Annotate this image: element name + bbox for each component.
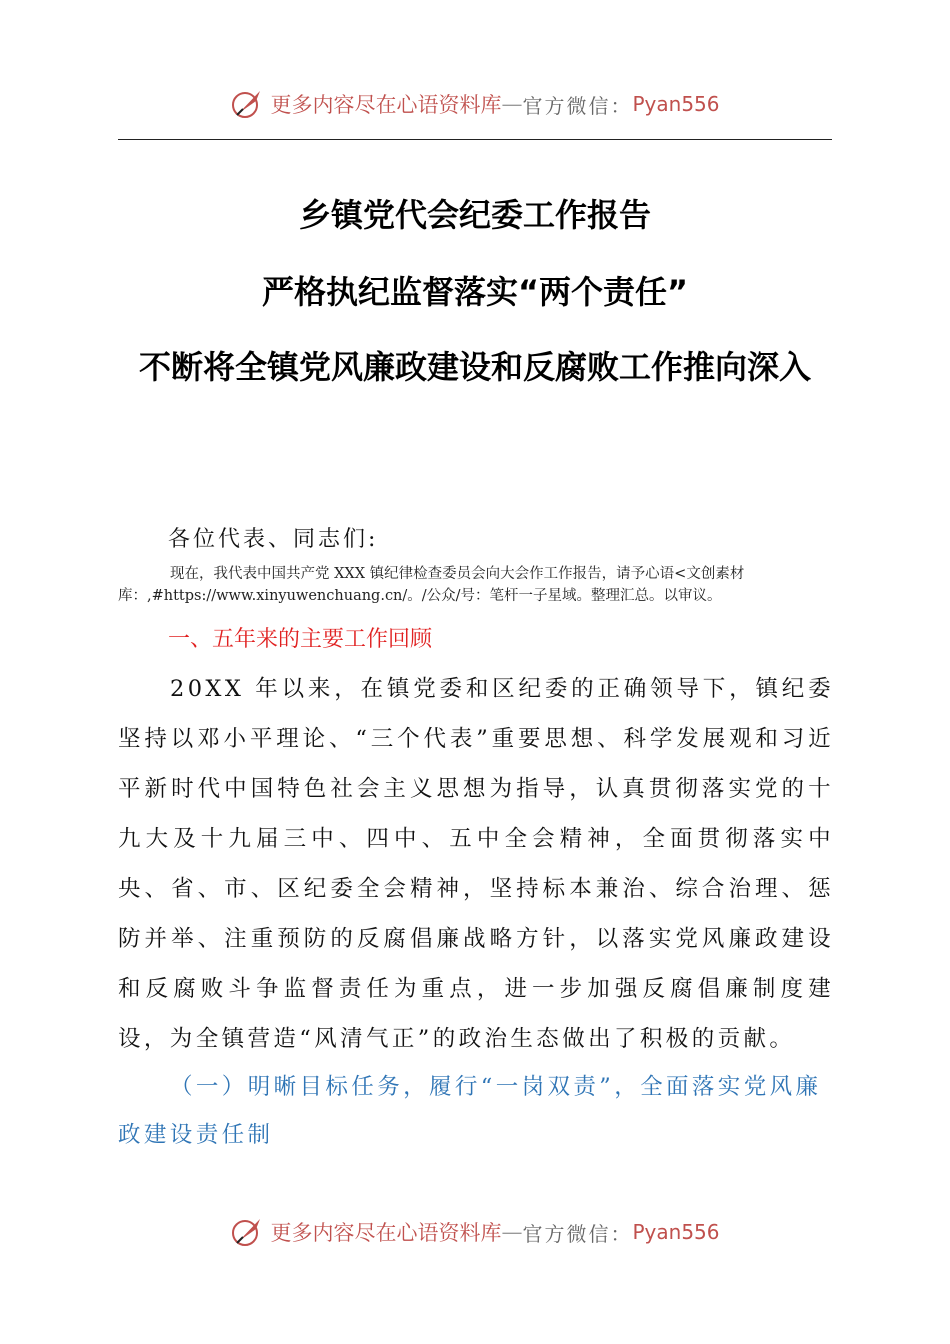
- quill-logo-icon: [230, 87, 264, 121]
- doc-subtitle-2: 不断将全镇党风廉政建设和反腐败工作推向深入: [138, 348, 811, 386]
- brand-text: 更多内容尽在心语资料库: [270, 93, 502, 117]
- subsection-heading: （一）明晰目标任务，履行“一岗双责”，全面落实党风廉政建设责任制: [118, 1074, 822, 1148]
- banner-dash: —: [501, 92, 523, 116]
- section-heading: 一、五年来的主要工作回顾: [168, 627, 433, 652]
- body-paragraph: 20XX 年以来，在镇党委和区纪委的正确领导下，镇纪委坚持以邓小平理论、“三个代表”重要思想、科学发展观和习近平新时代中国特色社会主义思想为指导，认真贯彻落实党的十九大及十九届三中、四中、五中全会精神，全面贯彻落实中央、省、市、区纪委全会精神，坚持标本兼治、综合治理、惩防并举、注重预防的反腐倡廉战略方针，以落实党风廉政建设和反腐败斗争监督责任为重点，进一步加强反腐倡廉制度建设，为全镇营造“风清气正”的政治生态做出了积极的贡献。: [118, 676, 834, 1052]
- footer-watermark: [0, 1212, 950, 1252]
- header-divider: [118, 139, 832, 140]
- wechat-label: 官方微信：: [522, 93, 633, 118]
- intro-paragraph: 现在，我代表中国共产党 XXX 镇纪律检查委员会向大会作工作报告，请予心语<文创素材库：,#https://www.xinyuwenchuang.cn/。/公众/号：笔杆一子星域。整理汇总。以审议。: [118, 566, 745, 604]
- wechat-id: Pyan556: [632, 1220, 720, 1244]
- wechat-id: Pyan556: [632, 92, 720, 116]
- greeting: 各位代表、同志们:: [168, 527, 379, 552]
- wechat-label: 官方微信：: [522, 1221, 633, 1246]
- brand-text: 更多内容尽在心语资料库: [270, 1221, 502, 1245]
- banner-dash: —: [501, 1220, 523, 1244]
- quill-logo-icon: [230, 1215, 264, 1249]
- doc-title: 乡镇党代会纪委工作报告: [298, 196, 651, 234]
- doc-subtitle-1: 严格执纪监督落实“两个责任”: [261, 273, 689, 311]
- header-watermark: [0, 84, 950, 124]
